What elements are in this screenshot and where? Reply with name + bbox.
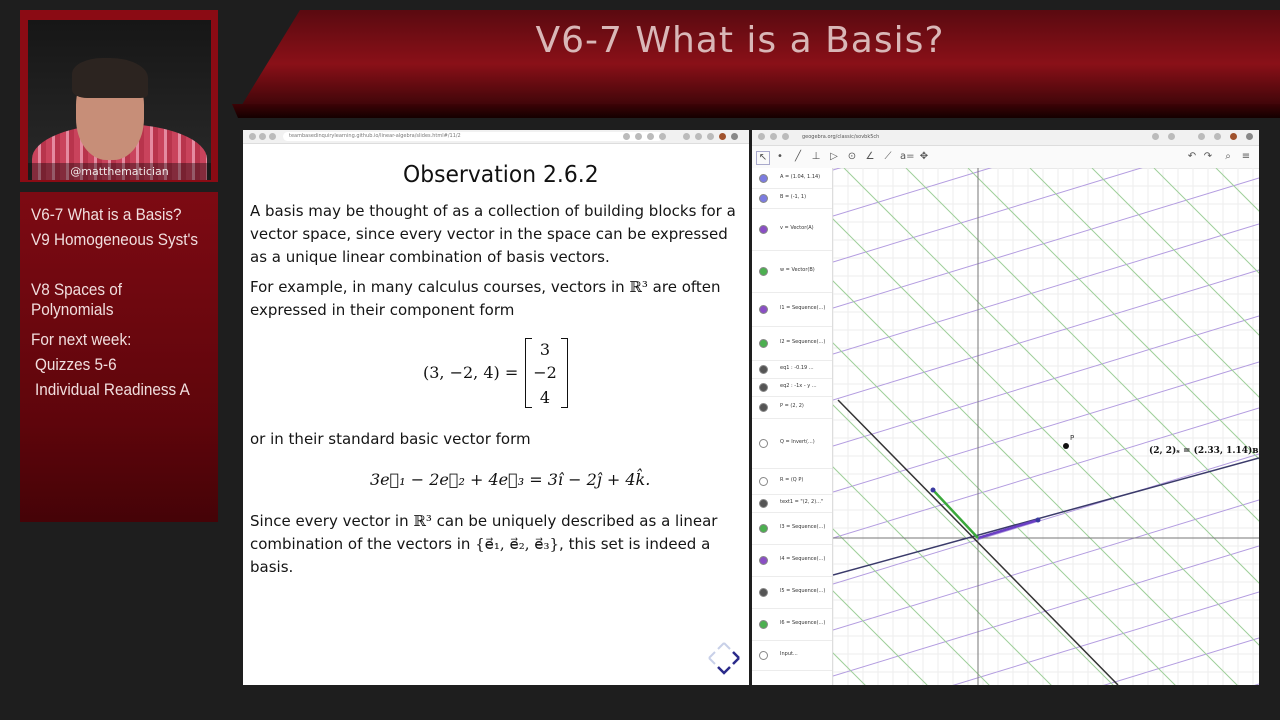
sidebar-item-homogeneous: V9 Homogeneous Syst's [31, 230, 199, 249]
visibility-toggle-icon[interactable] [759, 556, 768, 565]
sidebar-item-current-video: V6-7 What is a Basis? [31, 205, 182, 224]
algebra-expression[interactable]: l3 = Sequence(...) [780, 524, 826, 530]
paragraph-basis-definition: A basis may be thought of as a collection of building blocks for a vector space, since every vector in the space can be expressed as a unique linear combination of basis vectors. [250, 202, 736, 266]
example-text-end: are often expressed in their component form [250, 278, 721, 319]
visibility-toggle-icon[interactable] [759, 225, 768, 234]
slide-navigation-control[interactable] [706, 640, 742, 676]
visibility-toggle-icon[interactable] [759, 383, 768, 392]
back-icon[interactable] [249, 133, 256, 140]
banner-shadow [232, 104, 1280, 118]
vector-w [933, 490, 978, 538]
circle-tool-icon[interactable]: ⊙ [847, 151, 857, 162]
matrix-entry-2: −2 [533, 363, 557, 382]
back-icon-right[interactable] [758, 133, 765, 140]
basis-set: {e⃗₁, e⃗₂, e⃗₃} [475, 535, 560, 553]
standard-basis-equation: 3e⃗₁ − 2e⃗₂ + 4e⃗₃ = 3î − 2ĵ + 4k̂. [370, 470, 651, 489]
r3-symbol: ℝ³ [629, 278, 648, 296]
algebra-row[interactable] [752, 378, 832, 397]
r3-symbol-2: ℝ³ [413, 512, 432, 530]
visibility-toggle-icon[interactable] [759, 365, 768, 374]
visibility-toggle-icon[interactable] [759, 524, 768, 533]
vector-v [978, 520, 1038, 538]
purple-basis-line [833, 684, 1259, 685]
geogebra-toolbar [752, 146, 1259, 169]
download-icon[interactable] [683, 133, 690, 140]
sidebar-item-next-week: For next week: [31, 330, 132, 349]
green-basis-line [833, 168, 1054, 685]
puzzle-icon[interactable] [695, 133, 702, 140]
point-p[interactable] [1063, 443, 1069, 449]
green-basis-line [1092, 168, 1259, 685]
visibility-toggle-icon[interactable] [759, 403, 768, 412]
algebra-expression[interactable]: text1 = "(2, 2)..." [780, 499, 824, 505]
algebra-expression[interactable]: Input... [780, 651, 798, 657]
algebra-expression[interactable]: l5 = Sequence(...) [780, 588, 826, 594]
purple-basis-line [833, 168, 1259, 262]
algebra-row[interactable] [752, 208, 832, 251]
zoom-icon-right[interactable] [1152, 133, 1159, 140]
sidepanel-icon-right[interactable] [1214, 133, 1221, 140]
point-tool-icon[interactable]: • [777, 151, 783, 162]
green-basis-line [968, 168, 1259, 685]
algebra-row[interactable] [752, 250, 832, 293]
matrix-entry-3: 4 [539, 388, 551, 407]
extension-icon-right[interactable] [1198, 133, 1205, 140]
algebra-expression[interactable]: l1 = Sequence(...) [780, 305, 826, 311]
visibility-toggle-icon[interactable] [759, 588, 768, 597]
conclusion-text-end: , this set is indeed a basis. [250, 535, 711, 576]
forward-icon-right[interactable] [770, 133, 777, 140]
slider-tool-icon[interactable]: a= [900, 151, 915, 162]
algebra-expression[interactable]: P = (2, 2) [780, 403, 804, 409]
nav-down-arrow[interactable] [718, 667, 730, 673]
algebra-expression[interactable]: eq2 : -1x - y ... [780, 383, 817, 389]
menu-icon-right[interactable] [1246, 133, 1253, 140]
nav-left-arrow[interactable] [709, 652, 715, 664]
nav-right-arrow[interactable] [733, 652, 739, 664]
reload-icon-right[interactable] [782, 133, 789, 140]
matrix-entry-1: 3 [539, 340, 551, 359]
algebra-expression[interactable]: eq1 : -0.19 ... [780, 365, 814, 371]
move-view-tool-icon[interactable]: ✥ [919, 151, 929, 162]
algebra-row[interactable] [752, 418, 832, 469]
reflect-tool-icon[interactable]: ⟋ [884, 151, 892, 162]
example-text-start: For example, in many calculus courses, vectors in [250, 278, 630, 296]
algebra-row[interactable] [752, 468, 832, 495]
perpendicular-tool-icon[interactable]: ⊥ [811, 151, 821, 162]
vector-endpoint[interactable] [931, 488, 936, 493]
algebra-expression[interactable]: A = (1.04, 1.14) [780, 174, 821, 180]
undo-icon[interactable]: ↶ [1187, 151, 1197, 162]
visibility-toggle-icon[interactable] [759, 477, 768, 486]
visibility-toggle-icon[interactable] [759, 620, 768, 629]
polygon-tool-icon[interactable]: ▷ [830, 151, 838, 162]
nav-up-arrow[interactable] [724, 643, 730, 649]
visibility-toggle-icon[interactable] [759, 194, 768, 203]
sidepanel-icon[interactable] [707, 133, 714, 140]
visibility-toggle-icon[interactable] [759, 267, 768, 276]
profile-avatar[interactable] [719, 133, 726, 140]
hamburger-menu-icon[interactable]: ≡ [1241, 151, 1251, 162]
algebra-view [752, 168, 833, 685]
conclusion-text-mid: can be uniquely described as a linear combination of the vectors in [250, 512, 718, 553]
video-title: V6-7 What is a Basis? [535, 20, 945, 61]
visibility-toggle-icon[interactable] [759, 439, 768, 448]
basis-line-v [833, 458, 1259, 575]
tuple-expression: (3, −2, 4) = [423, 363, 519, 382]
algebra-row[interactable] [752, 168, 832, 189]
paragraph-standard-form: or in their standard basic vector form [250, 430, 531, 448]
presenter-handle: @matthematician [28, 163, 211, 180]
purple-basis-line [833, 638, 1259, 685]
menu-icon[interactable] [731, 133, 738, 140]
extension-icon[interactable] [659, 133, 666, 140]
algebra-expression[interactable]: v = Vector(A) [780, 225, 814, 231]
search-icon[interactable]: ⌕ [1225, 151, 1231, 162]
green-basis-line [1030, 168, 1259, 685]
purple-basis-line [833, 592, 1259, 685]
sidebar-item-quizzes: Quizzes 5-6 [35, 355, 117, 374]
algebra-expression[interactable]: B = (-1, 1) [780, 194, 807, 200]
address-bar-right[interactable]: geogebra.org/classic/sovbk5ch [802, 134, 880, 140]
algebra-row[interactable] [752, 292, 832, 327]
conclusion-text-start: Since every vector in [250, 512, 414, 530]
visibility-toggle-icon[interactable] [759, 305, 768, 314]
algebra-expression[interactable]: l6 = Sequence(...) [780, 620, 826, 626]
address-bar[interactable]: teambasedinquirylearning.github.io/linear-algebra/slides.html#/11/2 [283, 132, 663, 141]
visibility-toggle-icon[interactable] [759, 339, 768, 348]
algebra-expression[interactable]: l2 = Sequence(...) [780, 339, 826, 345]
point-p-name: P [1070, 434, 1075, 442]
slides-browser-window [243, 130, 749, 685]
algebra-expression[interactable]: Q = Invert(...) [780, 439, 815, 445]
point-coordinate-label: (2, 2)ₛ = (2.33, 1.14)ʙ [1149, 446, 1259, 456]
algebra-row[interactable] [752, 494, 832, 513]
algebra-expression[interactable]: R = (Q P) [780, 477, 804, 483]
presenter-hair [72, 58, 148, 98]
redo-icon[interactable]: ↷ [1203, 151, 1213, 162]
sidebar-item-polynomials: V8 Spaces of Polynomials [31, 280, 123, 319]
algebra-row[interactable] [752, 640, 832, 671]
algebra-row[interactable] [752, 608, 832, 641]
algebra-expression[interactable]: l4 = Sequence(...) [780, 556, 826, 562]
forward-icon[interactable] [259, 133, 266, 140]
algebra-row[interactable] [752, 576, 832, 609]
algebra-expression[interactable]: w = Vector(B) [780, 267, 815, 273]
zoom-icon[interactable] [635, 133, 642, 140]
graph-canvas[interactable] [833, 168, 1259, 685]
vector-endpoint[interactable] [1036, 518, 1041, 523]
algebra-row[interactable] [752, 544, 832, 577]
green-basis-line [833, 168, 1178, 685]
visibility-toggle-icon[interactable] [759, 651, 768, 660]
algebra-row[interactable] [752, 326, 832, 361]
star-icon-right[interactable] [1168, 133, 1175, 140]
bookmark-star-icon[interactable] [647, 133, 654, 140]
visibility-toggle-icon[interactable] [759, 174, 768, 183]
green-basis-line [833, 168, 1116, 685]
paragraph-conclusion [250, 510, 745, 579]
reload-icon[interactable] [269, 133, 276, 140]
sidebar [20, 192, 218, 522]
move-tool-icon[interactable]: ↖ [756, 151, 770, 165]
sidebar-item-readiness: Individual Readiness A [35, 380, 190, 399]
algebra-row[interactable] [752, 512, 832, 545]
green-basis-line [906, 168, 1259, 685]
graphics-view[interactable] [833, 168, 1259, 685]
share-icon[interactable] [623, 133, 630, 140]
profile-avatar-right[interactable] [1230, 133, 1237, 140]
paragraph-example [250, 276, 745, 322]
angle-tool-icon[interactable]: ∠ [865, 151, 875, 162]
algebra-row[interactable] [752, 360, 832, 379]
browser-toolbar-right [752, 130, 1259, 146]
webcam-feed [28, 20, 211, 180]
algebra-row[interactable] [752, 188, 832, 209]
visibility-toggle-icon[interactable] [759, 499, 768, 508]
browser-toolbar [243, 130, 749, 144]
line-tool-icon[interactable]: ╱ [794, 151, 802, 162]
observation-heading: Observation 2.6.2 [403, 162, 599, 188]
algebra-row[interactable] [752, 396, 832, 419]
geogebra-browser-window [752, 130, 1259, 685]
